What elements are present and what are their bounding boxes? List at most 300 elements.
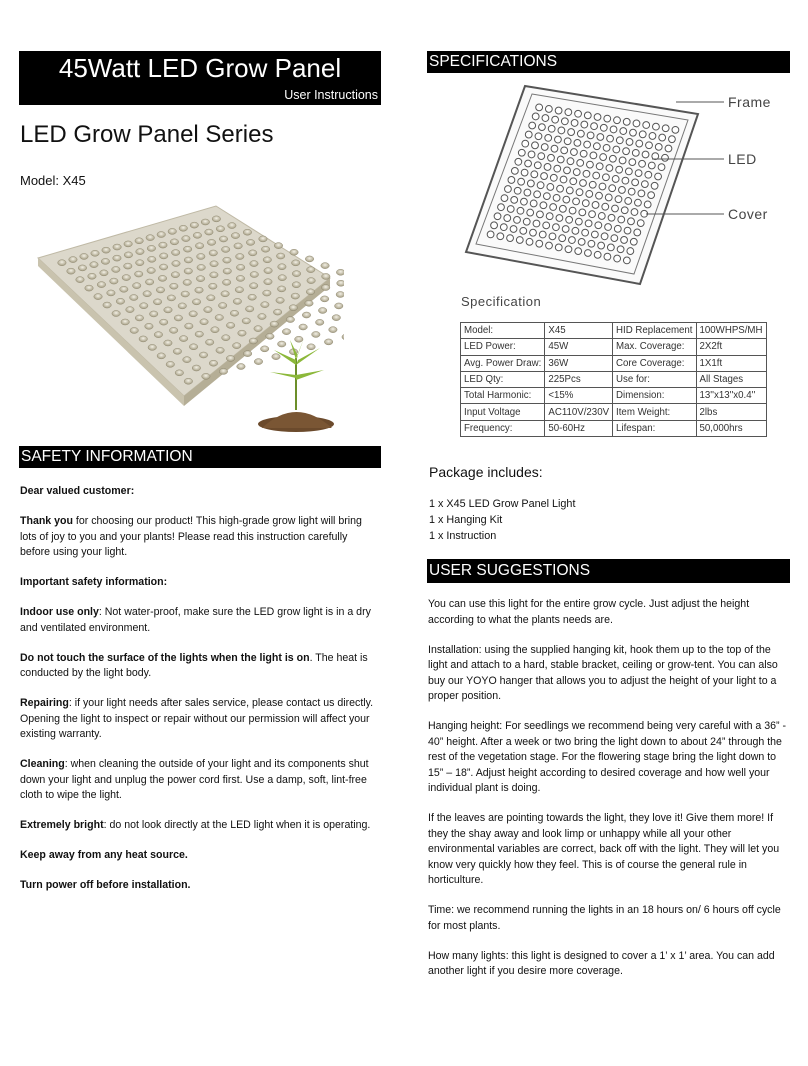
led-bulb — [159, 319, 167, 325]
led-dot — [598, 242, 605, 249]
led-dot — [592, 202, 599, 209]
led-bulb — [249, 250, 257, 256]
led-dot — [627, 248, 634, 255]
led-bulb — [148, 256, 156, 262]
led-dot — [566, 216, 573, 223]
led-dot — [532, 113, 539, 120]
led-dot — [500, 224, 507, 231]
led-dot — [560, 176, 567, 183]
led-bulb — [170, 239, 178, 245]
led-bulb — [318, 307, 326, 313]
spec-cell: 100WHPS/MH — [696, 323, 766, 339]
led-bulb — [276, 297, 284, 303]
led-dot — [645, 171, 652, 178]
led-dot — [619, 157, 626, 164]
led-bulb — [130, 295, 138, 301]
led-dot — [615, 196, 622, 203]
led-dot — [644, 201, 651, 208]
led-bulb — [306, 289, 314, 295]
package-item: 1 x X45 LED Grow Panel Light — [429, 498, 576, 510]
spec-cell: 225Pcs — [545, 371, 613, 387]
led-bulb — [158, 275, 166, 281]
led-bulb — [205, 229, 213, 235]
led-dot — [625, 198, 632, 205]
spec-row — [461, 371, 767, 387]
led-dot — [648, 162, 655, 169]
led-dot — [580, 180, 587, 187]
led-dot — [599, 183, 606, 190]
led-bulb — [139, 336, 147, 342]
led-dot — [622, 177, 629, 184]
led-bulb — [316, 319, 324, 325]
led-bulb — [133, 283, 141, 289]
led-bulb — [120, 286, 128, 292]
led-dot — [562, 226, 569, 233]
led-dot — [628, 218, 635, 225]
led-bulb — [254, 359, 262, 365]
led-bulb — [237, 364, 245, 370]
spec-cell: Max. Coverage: — [613, 339, 696, 355]
indoor-paragraph: Indoor use only: Not water-proof, make sure the LED grow light is in a dry and ventilated environment. — [20, 606, 371, 634]
spec-cell: 2lbs — [696, 404, 766, 420]
led-bulb — [337, 280, 344, 286]
led-bulb — [211, 327, 219, 333]
led-bulb — [193, 232, 201, 238]
led-bulb — [228, 223, 236, 229]
led-dot — [594, 251, 601, 258]
led-dot — [582, 229, 589, 236]
led-bulb — [312, 331, 320, 337]
led-dot — [589, 181, 596, 188]
led-dot — [604, 253, 611, 260]
spec-row — [461, 355, 767, 371]
led-dot — [553, 224, 560, 231]
led-dot — [576, 189, 583, 196]
led-dot — [539, 231, 546, 238]
led-bulb — [336, 269, 344, 275]
led-dot — [648, 192, 655, 199]
led-dot — [607, 244, 614, 251]
led-bulb — [201, 219, 209, 225]
led-bulb — [69, 257, 77, 263]
spec-cell: 45W — [545, 339, 613, 355]
led-dot — [510, 226, 517, 233]
led-dot — [536, 240, 543, 247]
led-bulb — [212, 216, 220, 222]
section-header-suggestions: USER SUGGESTIONS — [427, 559, 790, 583]
spec-cell: 36W — [545, 355, 613, 371]
led-dot — [672, 126, 679, 133]
led-dot — [623, 118, 630, 125]
led-dot — [586, 191, 593, 198]
led-dot — [621, 237, 628, 244]
led-bulb — [181, 291, 189, 297]
led-bulb — [164, 307, 172, 313]
led-dot — [621, 207, 628, 214]
led-bulb — [136, 249, 144, 255]
led-bulb — [282, 329, 290, 335]
led-bulb — [200, 319, 208, 325]
led-bulb — [192, 365, 200, 371]
led-bulb — [276, 253, 284, 259]
led-bulb — [292, 260, 300, 266]
led-bulb — [136, 260, 144, 266]
led-bulb — [112, 311, 120, 317]
led-bulb — [233, 343, 241, 349]
led-dot — [538, 153, 545, 160]
spec-cell: X45 — [545, 323, 613, 339]
led-bulb — [286, 317, 294, 323]
led-dot — [514, 187, 521, 194]
led-dot — [578, 238, 585, 245]
led-dot — [639, 160, 646, 167]
led-dot — [544, 164, 551, 171]
led-dot — [577, 160, 584, 167]
led-dot — [584, 112, 591, 119]
spec-cell: <15% — [545, 388, 613, 404]
led-bulb — [322, 273, 330, 279]
led-bulb — [135, 271, 143, 277]
led-dot — [547, 184, 554, 191]
led-dot — [659, 134, 666, 141]
led-dot — [516, 237, 523, 244]
led-dot — [525, 131, 532, 138]
led-bulb — [113, 244, 121, 250]
led-dot — [603, 144, 610, 151]
led-bulb — [278, 264, 286, 270]
led-bulb — [233, 298, 241, 304]
led-dot — [525, 160, 532, 167]
led-bulb — [169, 327, 177, 333]
led-bulb — [101, 258, 109, 264]
spec-cell: HID Replacement — [613, 323, 696, 339]
led-dot — [616, 137, 623, 144]
led-bulb — [164, 340, 172, 346]
led-dot — [559, 205, 566, 212]
led-dot — [665, 145, 672, 152]
led-dot — [590, 152, 597, 159]
led-bulb — [154, 332, 162, 338]
led-dot — [606, 165, 613, 172]
led-dot — [633, 120, 640, 127]
led-bulb — [90, 262, 98, 268]
led-bulb — [263, 290, 271, 296]
led-bulb — [243, 229, 251, 235]
led-bulb — [248, 294, 256, 300]
led-bulb — [100, 270, 108, 276]
led-bulb — [307, 267, 315, 273]
led-bulb — [147, 268, 155, 274]
led-dot — [507, 206, 514, 213]
led-dot — [574, 139, 581, 146]
spec-cell: LED Power: — [461, 339, 545, 355]
spec-cell: Use for: — [613, 371, 696, 387]
led-dot — [556, 215, 563, 222]
led-dot — [537, 211, 544, 218]
led-bulb — [277, 286, 285, 292]
led-dot — [514, 216, 521, 223]
led-bulb — [336, 291, 344, 297]
led-bulb — [209, 360, 217, 366]
led-bulb — [145, 279, 153, 285]
led-dot — [568, 129, 575, 136]
spec-row — [461, 388, 767, 404]
led-bulb — [97, 282, 105, 288]
led-dot — [609, 155, 616, 162]
led-dot — [561, 147, 568, 154]
led-bulb — [179, 225, 187, 231]
led-bulb — [78, 265, 86, 271]
package-item: 1 x Hanging Kit — [429, 514, 503, 526]
spec-cell: Frequency: — [461, 420, 545, 436]
led-bulb — [88, 273, 96, 279]
led-dot — [501, 195, 508, 202]
led-dot — [594, 114, 601, 121]
led-dot — [632, 149, 639, 156]
led-bulb — [143, 291, 151, 297]
led-dot — [548, 125, 555, 132]
package-title: Package includes: — [429, 464, 543, 480]
led-dot — [607, 135, 614, 142]
suggestions-text — [428, 597, 788, 994]
package-item: 1 x Instruction — [429, 530, 497, 542]
led-dot — [611, 235, 618, 242]
led-dot — [646, 142, 653, 149]
spec-cell: Dimension: — [613, 388, 696, 404]
led-dot — [545, 106, 552, 113]
led-bulb — [236, 254, 244, 260]
led-dot — [617, 246, 624, 253]
led-dot — [521, 198, 528, 205]
led-dot — [610, 126, 617, 133]
series-title: LED Grow Panel Series — [20, 121, 274, 148]
led-dot — [511, 196, 518, 203]
led-bulb — [243, 351, 251, 357]
led-dot — [595, 222, 602, 229]
led-dot — [504, 215, 511, 222]
led-dot — [662, 125, 669, 132]
model-line: Model: X45 — [20, 173, 86, 188]
led-dot — [573, 169, 580, 176]
led-dot — [567, 158, 574, 165]
led-dot — [596, 192, 603, 199]
led-dot — [530, 200, 537, 207]
led-bulb — [210, 272, 218, 278]
led-dot — [655, 143, 662, 150]
led-dot — [505, 186, 512, 193]
diagram-label-led: LED — [728, 151, 757, 167]
led-bulb — [146, 235, 154, 241]
led-bulb — [196, 276, 204, 282]
led-bulb — [242, 318, 250, 324]
led-bulb — [166, 361, 174, 367]
led-bulb — [182, 236, 190, 242]
led-dot — [546, 242, 553, 249]
led-bulb — [215, 315, 223, 321]
led-bulb — [147, 245, 155, 251]
led-dot — [528, 151, 535, 158]
led-dot — [655, 173, 662, 180]
product-photo — [34, 200, 344, 440]
led-dot — [638, 190, 645, 197]
led-dot — [559, 235, 566, 242]
led-bulb — [184, 257, 192, 263]
led-dot — [624, 227, 631, 234]
led-dot — [588, 240, 595, 247]
led-dot — [653, 123, 660, 130]
led-dot — [614, 117, 621, 124]
led-bulb — [254, 326, 262, 332]
diagram-label-cover: Cover — [728, 206, 768, 222]
led-bulb — [320, 296, 328, 302]
led-dot — [543, 193, 550, 200]
led-dot — [634, 229, 641, 236]
led-dot — [523, 218, 530, 225]
diagram-label-frame: Frame — [728, 94, 771, 110]
led-bulb — [342, 334, 344, 340]
led-dot — [662, 154, 669, 161]
led-bulb — [234, 243, 242, 249]
section-header-safety: SAFETY INFORMATION — [19, 446, 381, 468]
led-dot — [643, 122, 650, 129]
led-dot — [533, 220, 540, 227]
led-dot — [597, 134, 604, 141]
led-bulb — [184, 378, 192, 384]
suggestion-paragraph: Time: we recommend running the lights in an 18 hours on/ 6 hours off cycle for most plants. — [428, 904, 781, 932]
spec-cell: 50,000hrs — [696, 420, 766, 436]
led-dot — [612, 205, 619, 212]
led-dot — [639, 131, 646, 138]
led-dot — [641, 181, 648, 188]
led-bulb — [80, 253, 88, 259]
led-dot — [658, 164, 665, 171]
led-bulb — [175, 370, 183, 376]
led-dot — [527, 209, 534, 216]
led-dot — [552, 116, 559, 123]
led-dot — [623, 257, 630, 264]
led-bulb — [183, 357, 191, 363]
led-bulb — [210, 261, 218, 267]
led-dot — [561, 118, 568, 125]
led-bulb — [171, 272, 179, 278]
led-bulb — [246, 239, 254, 245]
led-dot — [573, 198, 580, 205]
spec-row — [461, 420, 767, 436]
led-dot — [551, 145, 558, 152]
led-dot — [531, 171, 538, 178]
led-bulb — [160, 253, 168, 259]
package-list — [429, 496, 575, 544]
led-bulb — [266, 333, 274, 339]
spec-cell: Total Harmonic: — [461, 388, 545, 404]
led-bulb — [230, 310, 238, 316]
led-bulb — [249, 283, 257, 289]
led-dot — [565, 246, 572, 253]
led-dot — [585, 250, 592, 257]
bright-paragraph: Extremely bright: do not look directly at the LED light when it is operating. — [20, 819, 371, 831]
led-bulb — [121, 319, 129, 325]
led-dot — [630, 129, 637, 136]
led-bulb — [302, 312, 310, 318]
led-bulb — [148, 344, 156, 350]
led-bulb — [235, 287, 243, 293]
led-bulb — [156, 287, 164, 293]
led-bulb — [335, 303, 343, 309]
led-dot — [565, 109, 572, 116]
led-bulb — [124, 241, 132, 247]
led-bulb — [192, 299, 200, 305]
led-dot — [571, 149, 578, 156]
spec-cell: All Stages — [696, 371, 766, 387]
led-bulb — [189, 344, 197, 350]
led-bulb — [299, 324, 307, 330]
led-bulb — [263, 257, 271, 263]
led-bulb — [195, 331, 203, 337]
led-bulb — [178, 303, 186, 309]
led-bulb — [159, 242, 167, 248]
led-dot — [569, 207, 576, 214]
led-bulb — [322, 285, 330, 291]
greeting: Dear valued customer: — [20, 485, 135, 497]
led-dot — [541, 173, 548, 180]
led-bulb — [172, 261, 180, 267]
led-dot — [628, 188, 635, 195]
power-off-warning: Turn power off before installation. — [20, 879, 191, 891]
spec-cell: AC110V/230V — [545, 404, 613, 420]
led-dot — [497, 233, 504, 240]
led-bulb — [159, 264, 167, 270]
led-dot — [635, 170, 642, 177]
led-bulb — [179, 336, 187, 342]
led-bulb — [249, 338, 257, 344]
spec-cell: Avg. Power Draw: — [461, 355, 545, 371]
led-dot — [620, 128, 627, 135]
led-bulb — [295, 336, 303, 342]
led-dot — [625, 168, 632, 175]
spec-cell: Core Coverage: — [613, 355, 696, 371]
important-heading: Important safety information: — [20, 576, 168, 588]
led-dot — [582, 200, 589, 207]
spec-cell: 13''x13''x0.4'' — [696, 388, 766, 404]
led-dot — [491, 222, 498, 229]
led-dot — [540, 202, 547, 209]
led-dot — [570, 178, 577, 185]
led-dot — [572, 227, 579, 234]
led-bulb — [94, 294, 102, 300]
spec-cell: Model: — [461, 323, 545, 339]
spec-table — [460, 322, 767, 437]
led-dot — [616, 166, 623, 173]
led-bulb — [197, 253, 205, 259]
led-dot — [604, 115, 611, 122]
led-bulb — [183, 246, 191, 252]
suggestion-paragraph: If the leaves are pointing towards the light, they love it! Give them more! If they the shay away and look limp or unhappy while all your other environmental variables are correct, back off with the light. They will let you know very quickly how they feel. This is of course the general rule in horticulture. — [428, 812, 780, 886]
touch-paragraph: Do not touch the surface of the lights when the light is on. The heat is conducted by the light body. — [20, 651, 368, 679]
led-bulb — [260, 346, 268, 352]
led-bulb — [307, 278, 315, 284]
led-bulb — [231, 233, 239, 239]
spec-cell: 1X1ft — [696, 355, 766, 371]
led-bulb — [264, 279, 272, 285]
led-dot — [527, 180, 534, 187]
led-bulb — [250, 272, 258, 278]
led-dot — [545, 134, 552, 141]
led-bulb — [278, 341, 286, 347]
led-dot — [550, 204, 557, 211]
led-dot — [541, 144, 548, 151]
led-dot — [598, 213, 605, 220]
led-bulb — [259, 236, 267, 242]
